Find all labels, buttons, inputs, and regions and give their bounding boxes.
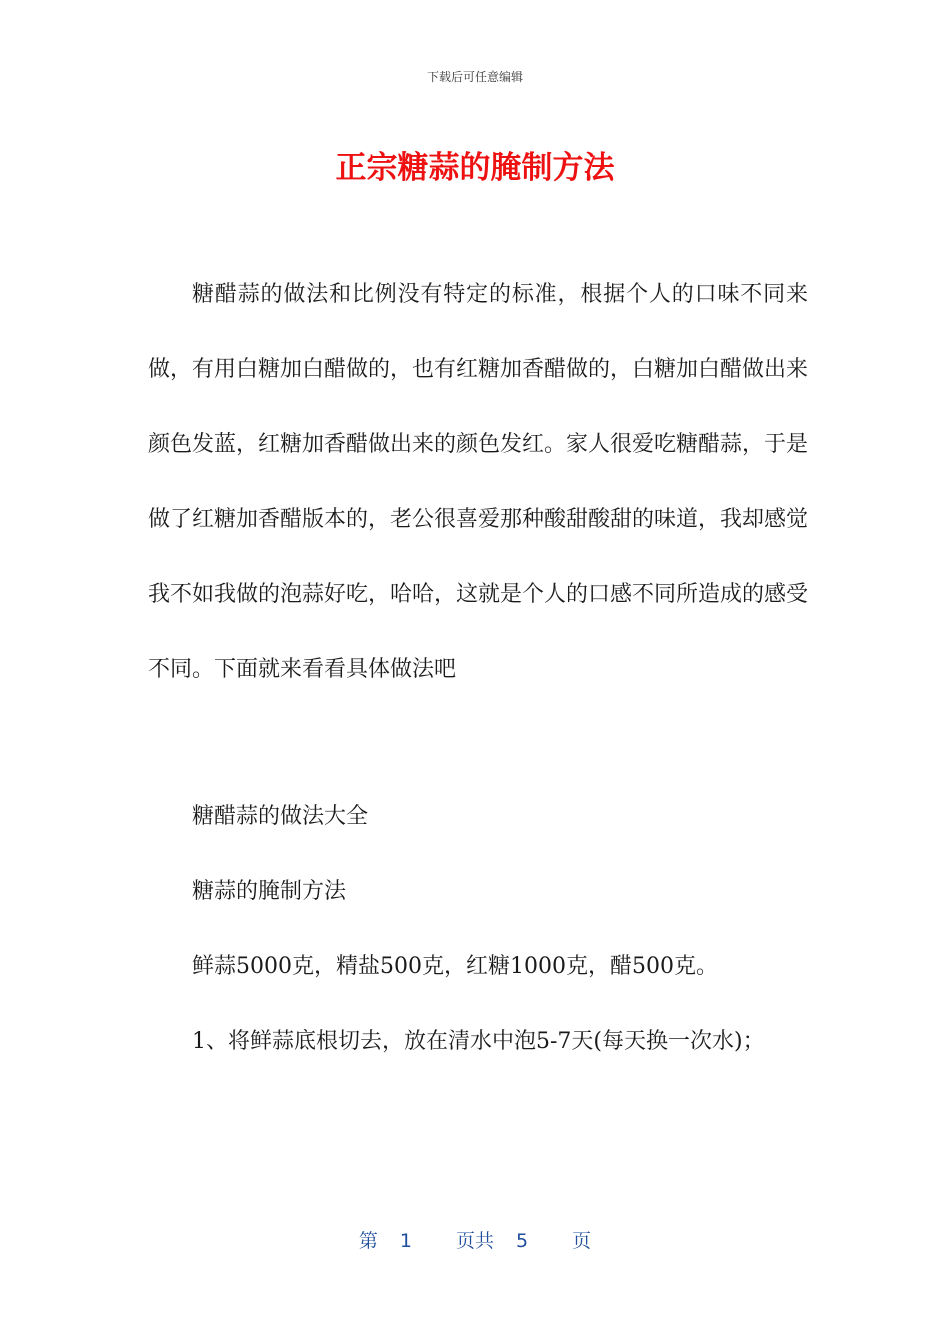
intro-paragraph: 糖醋蒜的做法和比例没有特定的标准，根据个人的口味不同来做，有用白糖加白醋做的，也有红糖加香醋做的，白糖加白醋做出来颜色发蓝，红糖加香醋做出来的颜色发红。家人很爱吃糖醋蒜，于是做了红糖加香醋版本的，老公很喜爱那种酸甜酸甜的味道，我却感觉我不如我做的泡蒜好吃，哈哈，这就是个人的口感不同所造成的感受不同。下面就来看看具体做法吧 <box>148 282 809 682</box>
step-1: 1、将鲜蒜底根切去，放在清水中泡5-7天(每天换一次水)； <box>192 1029 765 1054</box>
footer-page-middle: 页共 <box>455 1230 494 1252</box>
ingredients-line: 鲜蒜5000克，精盐500克，红糖1000克，醋500克。 <box>192 954 718 979</box>
section-heading: 糖醋蒜的做法大全 <box>192 804 369 829</box>
footer-page-suffix: 页 <box>572 1230 592 1252</box>
page-footer <box>0 1226 950 1253</box>
footer-total-pages: 5 <box>516 1230 529 1252</box>
footer-current-page: 1 <box>399 1230 412 1252</box>
document-title: 正宗糖蒜的腌制方法 <box>335 150 615 186</box>
section-subheading: 糖蒜的腌制方法 <box>192 879 347 904</box>
footer-page-prefix: 第 <box>358 1230 378 1252</box>
header-note: 下载后可任意编辑 <box>426 70 523 84</box>
